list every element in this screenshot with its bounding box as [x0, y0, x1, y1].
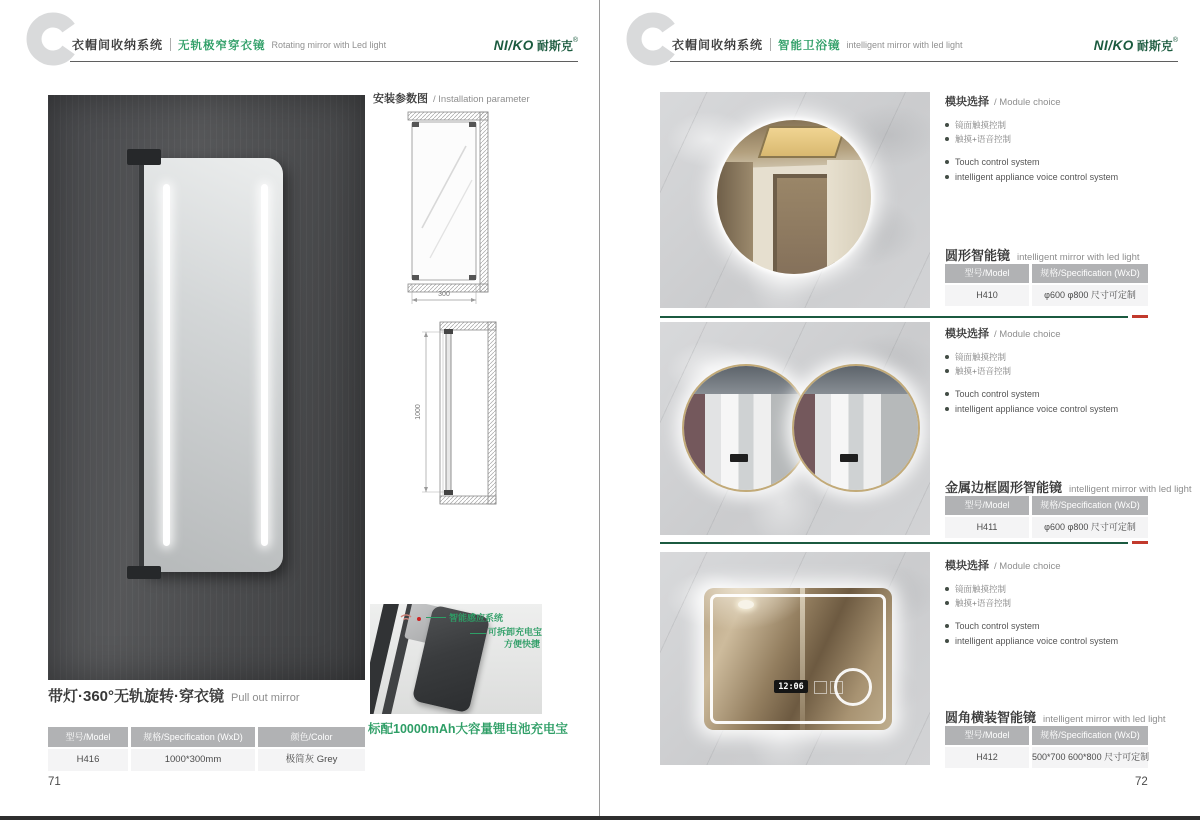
left-spec-table — [48, 727, 365, 771]
header-model: 型号/Model — [945, 496, 1029, 515]
bullet-cn-1 — [945, 351, 1006, 363]
spec-table-3 — [945, 726, 1148, 768]
callout-line-removable — [470, 633, 486, 634]
mirror-hinge-edge — [139, 160, 144, 570]
header-title-en: Rotating mirror with Led light — [271, 39, 387, 50]
reflection-ceiling — [794, 366, 918, 396]
bullet-cn-1 — [945, 119, 1006, 131]
reflection-walls — [684, 394, 808, 490]
bullet-text: Touch control system — [955, 157, 1040, 167]
product-name-cn: 圆形智能镜 — [945, 248, 1011, 263]
bullet-cn-2 — [945, 365, 1011, 377]
section-divider-red — [1132, 315, 1148, 318]
time-display — [730, 454, 748, 462]
dim-width-label: 300 — [438, 291, 450, 298]
module-title-3 — [945, 557, 1061, 573]
bullet-dot-icon — [945, 137, 949, 141]
left-product-name-en: Pull out mirror — [231, 692, 300, 704]
module-title-en: / Module choice — [994, 329, 1061, 340]
header-divider — [170, 38, 171, 51]
system-label: 衣帽间收纳系统 — [72, 38, 164, 52]
bullet-dot-icon — [945, 175, 949, 179]
header-spec: 规格/Specification (WxD) — [131, 727, 255, 747]
bullet-dot-icon — [945, 407, 949, 411]
logo-cn-right: 耐斯克 — [1136, 39, 1173, 53]
table-header-row — [945, 496, 1148, 515]
bullet-dot-icon — [945, 587, 949, 591]
logo-latin-right: NI/KO — [1093, 38, 1134, 53]
value-model: H411 — [945, 517, 1029, 538]
bullet-dot-icon — [945, 624, 949, 628]
right-page-header — [672, 36, 963, 53]
product-name-en: intelligent mirror with led light — [1069, 484, 1192, 495]
header-model: 型号/Model — [945, 264, 1029, 283]
framed-round-mirror-left — [682, 364, 810, 492]
dim-height-label: 1000 — [415, 404, 422, 420]
bullet-en-2 — [945, 636, 1118, 646]
section-divider-green — [660, 316, 1128, 318]
spec-table-1 — [945, 264, 1148, 306]
reflection-wall-left — [717, 162, 753, 274]
bullet-text: 镜面触摸控制 — [955, 352, 1007, 362]
logo-registered-mark-right: ® — [1172, 37, 1178, 44]
page-gutter-divider — [599, 0, 600, 816]
reflection-ceiling — [684, 366, 808, 396]
photo-round-mirror — [660, 92, 930, 308]
table-value-row — [945, 745, 1148, 768]
table-header-row — [945, 264, 1148, 283]
installation-title-cn: 安装参数图 — [373, 93, 428, 105]
bullet-text: 触摸+语音控制 — [955, 598, 1011, 608]
header-model: 型号/Model — [945, 726, 1029, 745]
left-product-name-cn: 带灯·360°无轨旋转·穿衣镜 — [48, 688, 225, 705]
bullet-en-1 — [945, 157, 1040, 167]
bullet-en-2 — [945, 404, 1118, 414]
system-label-right: 衣帽间收纳系统 — [672, 38, 764, 52]
module-title-en: / Module choice — [994, 561, 1061, 572]
bullet-text: Touch control system — [955, 621, 1040, 631]
bullet-text: 镜面触摸控制 — [955, 120, 1007, 130]
header-spec: 规格/Specification (WxD) — [1032, 726, 1148, 745]
left-product-name — [48, 685, 300, 706]
reflection-wall-right — [827, 160, 871, 274]
product-name-1 — [945, 245, 1140, 264]
mounting-bracket-top — [127, 149, 161, 165]
header-color: 颜色/Color — [258, 727, 365, 747]
logo-latin: NI/KO — [493, 38, 534, 53]
bullet-dot-icon — [945, 601, 949, 605]
sensor-label: 智能感应系统 — [449, 613, 504, 623]
powerbank-caption: 标配10000mAh大容量锂电池充电宝 — [368, 722, 569, 736]
bullet-text: 触摸+语音控制 — [955, 366, 1011, 376]
mirror — [143, 158, 283, 572]
bullet-cn-2 — [945, 597, 1011, 609]
bullet-text: Touch control system — [955, 389, 1040, 399]
product-photo-dressing-mirror — [48, 95, 365, 680]
bullet-dot-icon — [945, 160, 949, 164]
sensor-indicator-dot — [417, 617, 421, 621]
installation-side-view-drawing — [410, 316, 505, 516]
product-name-en: intelligent mirror with led light — [1017, 252, 1140, 263]
module-title-cn: 模块选择 — [945, 328, 989, 340]
sensor-wifi-icon — [398, 608, 416, 624]
bullet-dot-icon — [945, 392, 949, 396]
bullet-cn-2 — [945, 133, 1011, 145]
touch-control-icon — [814, 681, 827, 694]
header-spec: 规格/Specification (WxD) — [1032, 264, 1148, 283]
time-display: 12:06 — [774, 680, 808, 693]
logo-registered-mark: ® — [572, 37, 578, 44]
header-model: 型号/Model — [48, 727, 128, 747]
header-title-cn: 无轨极窄穿衣镜 — [178, 39, 266, 52]
bullet-text: 镜面触摸控制 — [955, 584, 1007, 594]
brand-logo — [453, 37, 578, 55]
product-name-2 — [945, 477, 1192, 496]
module-title-cn: 模块选择 — [945, 560, 989, 572]
header-divider-right — [770, 38, 771, 51]
bottom-edge-bar — [0, 816, 1200, 820]
section-divider-red — [1132, 541, 1148, 544]
led-strip-left — [163, 184, 170, 546]
bullet-en-1 — [945, 621, 1040, 631]
module-title-en: / Module choice — [994, 97, 1061, 108]
photo-double-round-mirrors — [660, 322, 930, 535]
bullet-text: intelligent appliance voice control system — [955, 636, 1119, 646]
logo-cn: 耐斯克 — [536, 39, 573, 53]
bullet-text: intelligent appliance voice control system — [955, 404, 1119, 414]
photo-rect-mirror — [660, 552, 930, 765]
header-rule — [70, 61, 578, 62]
header-title-en-right: intelligent mirror with led light — [846, 39, 963, 50]
removable-label-1: 可拆卸充电宝 — [488, 627, 542, 637]
value-spec: φ600 φ800 尺寸可定制 — [1032, 285, 1148, 306]
value-model: H410 — [945, 285, 1029, 306]
value-color: 极简灰 Grey — [258, 749, 365, 771]
led-strip-right — [261, 184, 268, 546]
product-name-3 — [945, 707, 1166, 726]
reflection-walls — [794, 394, 918, 490]
bullet-en-1 — [945, 389, 1040, 399]
bullet-text: intelligent appliance voice control system — [955, 172, 1119, 182]
reflection-skylight — [758, 126, 846, 158]
product-name-cn: 金属边框圆形智能镜 — [945, 480, 1063, 495]
brand-logo-right — [1053, 37, 1178, 55]
product-name-cn: 圆角横装智能镜 — [945, 710, 1037, 725]
bullet-cn-1 — [945, 583, 1006, 595]
table-value-row — [945, 515, 1148, 538]
header-spec: 规格/Specification (WxD) — [1032, 496, 1148, 515]
page-number-left: 71 — [48, 776, 61, 788]
bullet-en-2 — [945, 172, 1118, 182]
callout-line-sensor — [426, 617, 446, 618]
table-value-row — [945, 283, 1148, 306]
powerbank-photo — [370, 604, 542, 714]
reflection-door — [773, 174, 835, 274]
table-header-row — [945, 726, 1148, 745]
value-spec: 1000*300mm — [131, 749, 255, 771]
module-title-1 — [945, 93, 1061, 109]
header-title-cn-right: 智能卫浴镜 — [778, 39, 841, 52]
magnifier-mirror — [834, 668, 872, 706]
value-spec: 500*700 600*800 尺寸可定制 — [1032, 747, 1148, 768]
framed-round-mirror-right — [792, 364, 920, 492]
module-title-2 — [945, 325, 1061, 341]
bullet-text: 触摸+语音控制 — [955, 134, 1011, 144]
bullet-dot-icon — [945, 369, 949, 373]
removable-label-2: 方便快捷 — [503, 639, 540, 649]
installation-title — [373, 90, 530, 106]
value-spec: φ600 φ800 尺寸可定制 — [1032, 517, 1148, 538]
installation-front-view-drawing — [402, 106, 497, 311]
bullet-dot-icon — [945, 355, 949, 359]
round-mirror — [717, 120, 871, 274]
value-model: H412 — [945, 747, 1029, 768]
table-value-row — [48, 747, 365, 771]
spec-table-2 — [945, 496, 1148, 538]
product-name-en: intelligent mirror with led light — [1043, 714, 1166, 725]
module-title-cn: 模块选择 — [945, 96, 989, 108]
bullet-dot-icon — [945, 123, 949, 127]
left-page-header — [72, 36, 386, 53]
table-header-row — [48, 727, 365, 747]
rounded-rect-mirror — [704, 588, 892, 730]
bullet-dot-icon — [945, 639, 949, 643]
mounting-bracket-bottom — [127, 566, 161, 579]
installation-title-en: / Installation parameter — [433, 94, 530, 105]
section-divider-green — [660, 542, 1128, 544]
header-rule-right — [670, 61, 1178, 62]
time-display — [840, 454, 858, 462]
page-number-right: 72 — [1135, 776, 1148, 788]
value-model: H416 — [48, 749, 128, 771]
